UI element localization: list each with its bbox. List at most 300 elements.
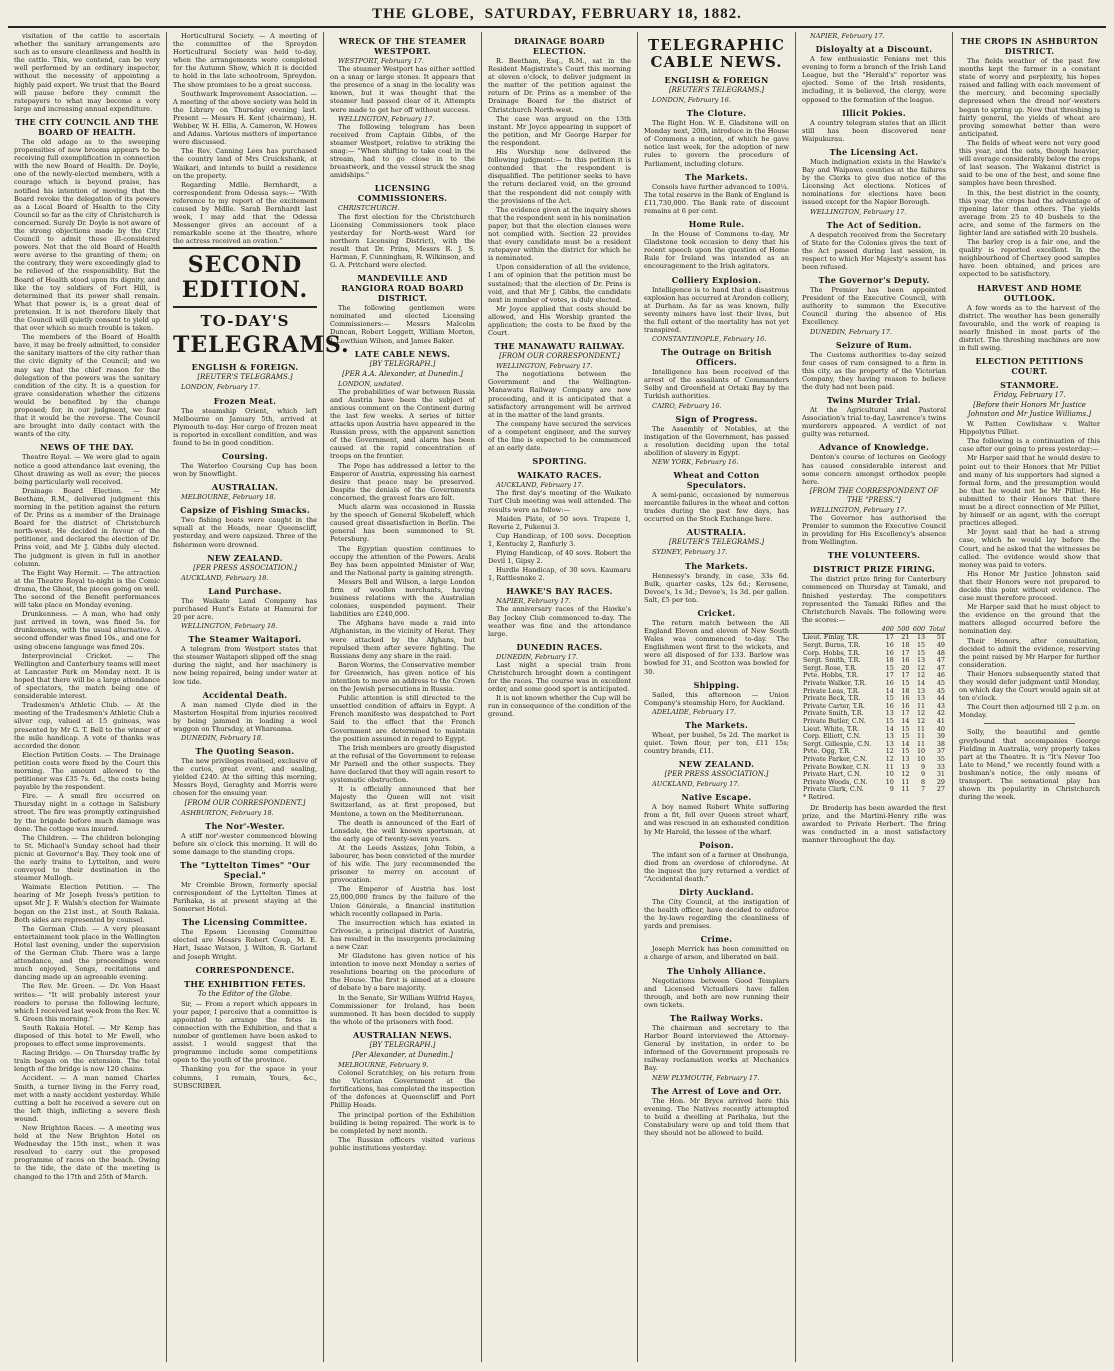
article-paragraph: Accident. — A man named Charles Smith, a turner living in the Ferry road, met with a nasty accident yesterday. While cutting a belt he received a severe cut on the left thigh, inflicting a severe flesh wound.: [14, 1074, 160, 1123]
section-heading: Poison.: [699, 839, 734, 850]
article-paragraph: The steamer Westport has either settled on a snag or large stones. It appears that the presence of a snag in the locality was known, but it was thought that the steamer had passed clear of it. Attempts were made to get her off without success.: [330, 65, 475, 114]
section-heading: THE VOLUNTEERS.: [827, 550, 921, 561]
column-rule: [173, 306, 317, 308]
article-paragraph: Tradesmen's Athletic Club. — At the meeting of the Tradesmen's Athletic Club a silver cup, valued at 15 guineas, was presented by Mr G. T. Bell to the winner of the mile handicap. A vote of thanks was accorded the donor.: [14, 701, 160, 750]
article-paragraph: The following is a continuation of this case after our going to press yesterday:—: [959, 437, 1100, 454]
article-paragraph: Racing Bridge. — On Thursday traffic by train began on the extension. The total length of the bridge is now 120 chains.: [14, 1049, 160, 1074]
article-paragraph: Mr Gladstone has given notice of his intention to move next Monday a series of resolutions bearing on the procedure of the House. The first is aimed at a closure of debate by a bare majority.: [330, 952, 475, 993]
table-cell: 11: [885, 762, 894, 771]
article-paragraph: The Epsom Licensing Committee elected are Messrs Robert Coup, M. E. Hart, Isaac Watson, J. Wilton, R. Garland and Joseph Wright.: [173, 928, 317, 961]
dateline: AUCKLAND, February 17.: [496, 481, 584, 490]
article-paragraph: Interprovincial Cricket. — The Wellington and Canterbury teams will meet at Lancaster Park on Monday next. It is hoped that there will be a large attendance of spectators, the match being one of considerable interest.: [14, 651, 160, 701]
section-heading: The Licensing Act.: [829, 146, 919, 157]
article-paragraph: Drunkenness. — A man, who had only just arrived in town, was fined 5s. for drunkenness, with the usual alternative. A second offender was fined 10s., and one for using obscene language was fined 20s.: [14, 610, 160, 651]
table-cell: 12: [916, 663, 926, 672]
banner-heading: SECOND EDITION.: [181, 252, 309, 304]
section-subheading: [Per Alexander, at Dunedin.]: [352, 1050, 453, 1059]
dateline: NEW PLYMOUTH, February 17.: [652, 1073, 760, 1082]
section-heading: The Licensing Committee.: [182, 917, 308, 928]
article-paragraph: The steamship Orient, which left Melbourne on January 5th, arrived at Plymouth to-day. Her cargo of frozen meat is reported in excellent condition, and was found to be in good condition.: [173, 406, 317, 447]
section-heading: The Railway Works.: [669, 1012, 764, 1023]
table-cell: 33: [936, 762, 945, 771]
article-paragraph: Fire. — A small fire occurred on Thursday night in a cottage in Salisbury street. The fire was promptly extinguished by the brigade before much damage was done. The cottage was insured.: [14, 792, 160, 833]
section-heading: DRAINAGE BOARD ELECTION.: [514, 36, 605, 56]
dateline: WELLINGTON, February 17.: [810, 505, 907, 514]
article-paragraph: Their Honors, after consultation, decided to admit the evidence, reserving the point raised by Mr Harper for further consideration.: [959, 636, 1100, 669]
dateline: LONDON, undated.: [338, 379, 404, 388]
table-cell: 10: [916, 747, 926, 756]
table-cell: Lieut. Finlay, T.R.: [803, 633, 860, 642]
section-heading: Seizure of Rum.: [835, 339, 913, 350]
section-heading: AUSTRALIAN.: [211, 482, 279, 493]
section-heading: Shipping.: [693, 679, 740, 690]
table-cell: 44: [936, 694, 945, 703]
table-cell: 11: [916, 732, 926, 741]
article-paragraph: The return match between the All England Eleven and eleven of New South Wales was commenced to-day. The Englishmen went first to the wickets, and were all disposed of for 133. Barlow was bowled for 31, and Scotton was bowled for 30.: [644, 618, 789, 676]
section-heading: The Outrage on British Officers.: [661, 347, 772, 368]
article-paragraph: The following telegram has been received from Captain Gibbs, of the steamer Westport, relative to striking the snag:— "When shifting to take coal in the stream, had to go close in to the breastwork, and the vessel struck the snag amidships.": [330, 122, 475, 180]
dateline: AUCKLAND, February 18.: [181, 573, 269, 582]
article-paragraph: Southwark Improvement Association. — A meeting of the above society was held in the Library on Thursday evening last. Present — Messrs H. Kent (chairman), H. Webber, W. H. Ellis, A. Cameron, W. Howes and Adams. Various matters of importance were discussed.: [173, 89, 317, 147]
article-paragraph: Their Honors subsequently stated that they would defer judgment until Monday, on which day the Court would again sit at ten o'clock.: [959, 669, 1100, 703]
article-paragraph: The Waterloo Coursing Cup has been won by Snowflight.: [173, 462, 317, 479]
table-cell: 12: [901, 770, 910, 779]
table-cell: 11: [916, 739, 926, 748]
article-paragraph: The Irish members are greatly disgusted at the refusal of the Government to release Mr Parnell and the other suspects. They have declared that they will again resort to systematic obstruction.: [330, 743, 475, 785]
table-cell: Private Clark, C.N.: [803, 785, 864, 794]
article-paragraph: Consols have further advanced to 100¼. The total reserve in the Bank of England is £11,730,000. The Bank rate of discount remains at 6 per cent.: [644, 182, 789, 215]
table-cell: 18: [901, 686, 910, 695]
section-heading: The Cloture.: [686, 108, 747, 119]
section-heading: ENGLISH & FOREIGN.: [191, 362, 299, 373]
section-subheading: [PER PRESS ASSOCIATION.]: [664, 770, 769, 779]
table-cell: 14: [901, 739, 910, 748]
table-cell: 15: [901, 747, 910, 756]
article-paragraph: The Hon. Mr Bryce arrived here this evening. The Natives recently attempted to build a dwelling at Parihaka, but the Constabulary were up and told them that they should not be allowed to build.: [644, 1096, 789, 1137]
table-cell: 15: [901, 732, 910, 741]
table-header-cell: Total: [926, 626, 946, 634]
table-cell: 15: [901, 679, 910, 688]
section-heading: THE EXHIBITION FETES.: [184, 978, 306, 989]
table-cell: Private Hart, C.N.: [803, 770, 862, 779]
section-subheading: [FROM THE CORRESPONDENT OF THE "PRESS."]: [809, 486, 939, 504]
dateline: ASHBURTON, February 18.: [181, 808, 274, 817]
section-heading: SPORTING.: [532, 456, 587, 467]
table-cell: 27: [936, 785, 945, 794]
table-cell: 18: [885, 656, 894, 665]
table-cell: 16: [885, 679, 894, 688]
article-paragraph: Mr Crombie Brown, formerly special correspondent of the Lyttelton Times at Parihaka, is at present staying at the Somerset Hotel.: [173, 880, 317, 914]
table-cell: 17: [901, 671, 910, 680]
article-paragraph: The Egyptian question continues to occupy the attention of the Powers. Arabi Bey has been appointed Minister of War, and the National party is gaining strength.: [330, 544, 475, 577]
dateline: CONSTANTINOPLE, February 16.: [652, 335, 767, 344]
section-subheading: [BY TELEGRAPH.]: [369, 1040, 436, 1049]
dateline: NAPIER, February 17.: [496, 597, 571, 606]
section-heading: NEW ZEALAND.: [207, 552, 283, 563]
table-cell: Private Woods, C.N.: [803, 777, 868, 786]
article-paragraph: A stiff nor'-wester commenced blowing before six o'clock this morning. It will do some damage to the standing crops.: [173, 831, 317, 856]
article-paragraph: A boy named Robert White suffering from a fit, fell over Queen street wharf, and was rescued in an exhausted condition by Mr Harold, the lessee of the wharf.: [644, 803, 789, 836]
column-3: [324, 32, 482, 1362]
table-cell: 12: [885, 747, 894, 756]
section-heading: ELECTION PETITIONS COURT.: [975, 356, 1084, 377]
article-paragraph: Drainage Board Election. — Mr Beetham, R.M., delivered judgment this morning in the petition against the return of Dr. Prins as a member of the Drainage Board for the district of Christchurch north-west. He decided in favour of the petitioner, and declared the election of Dr. Prins void, and Mr J. Gibbs duly elected. The judgment is given in full in another column.: [14, 486, 160, 568]
table-cell: 16: [901, 701, 910, 710]
article-paragraph: Much alarm was occasioned in Russia by the speech of General Skobeleff, which caused great dissatisfaction in Berlin. The general has been summoned to St. Petersburg.: [330, 503, 475, 544]
table-cell: 15: [916, 641, 926, 650]
article-paragraph: The Customs authorities to-day seized four cases of rum consigned to a firm in this city, as the property of the Victorian Company, they having reason to believe the duty had not been paid.: [802, 350, 946, 391]
article-paragraph: Mr Joynt said that he had a strong case, which he would lay before the Court, and he asked that the witnesses be called. The evidence would show that money was paid to voters.: [959, 528, 1100, 569]
table-cell: Private Beck, T.R.: [803, 694, 861, 703]
article-paragraph: The fields of wheat were not very good this year, and the oats, though heavier, will average considerably below the crops of last season. The Wakanui district is said to be one of the best, and some fine samples have been threshed.: [959, 138, 1100, 188]
table-cell: 13: [885, 732, 894, 741]
table-cell: 18: [901, 641, 910, 650]
table-cell: 41: [936, 717, 945, 725]
article-paragraph: The first election for the Christchurch Licensing Commissioners took place yesterday for North-west Ward (or northern Licensing District), with the result that Dr. Prins, Messrs R. J. S. Harman, F. Cunningham, R. Wilkinson, and G. A. Pritchard were elected.: [330, 212, 475, 270]
article-paragraph: The Children. — The children belonging to St. Michael's Sunday school had their picnic at Governor's Bay. They took one of the early trains to Lyttelton, and were conveyed to their destination in the steamer Mullogh.: [14, 833, 160, 883]
dateline: WELLINGTON, February 17.: [810, 207, 907, 216]
column-7: [953, 32, 1106, 1362]
section-heading: ENGLISH & FOREIGN: [664, 75, 769, 85]
table-cell: 16: [885, 641, 894, 650]
table-cell: 16: [885, 648, 894, 657]
banner-heading: TELEGRAPHIC CABLE NEWS.: [648, 36, 785, 71]
article-paragraph: Flying Handicap, of 40 sovs. Robert the Devil 1, Gipsy 2.: [488, 548, 631, 566]
dateline: MELBOURNE, February 9.: [338, 1060, 429, 1069]
section-heading: The Markets.: [684, 171, 749, 182]
table-cell: 10: [885, 777, 894, 786]
article-paragraph: Denton's course of lectures on Geology has caused considerable interest and some concern amongst orthodox people here.: [802, 453, 946, 486]
table-cell: 20: [901, 663, 910, 672]
table-cell: 11: [901, 777, 910, 786]
article-paragraph: A man named Clyde died in the Masterton Hospital from injuries received by being jammed in loading a wool waggon on Thursday, at Whareama.: [173, 700, 317, 733]
banner-heading: TO-DAY'S: [200, 312, 290, 331]
section-heading: STANMORE.: [1000, 380, 1059, 391]
table-cell: 8: [921, 777, 926, 786]
section-heading: Disloyalty at a Discount.: [815, 44, 933, 55]
section-heading: The Arrest of Love and Orr.: [651, 1085, 782, 1096]
section-heading: LICENSING COMMISSIONERS.: [357, 183, 448, 204]
table-cell: 9: [921, 770, 926, 779]
article-paragraph: visitation of the cattle to ascertain whether the sanitary arrangements are such as to ensure cleanliness and health in the cattle. This, we contend, can be very well performed by an ordinary inspector, without the necessity of appointing a highly paid expert. We trust that the Board will pause before they commit the ratepayers to what may become a very large and increasing annual expenditure.: [14, 32, 160, 113]
section-heading: DUNEDIN RACES.: [516, 641, 603, 652]
section-heading: WAIKATO RACES.: [517, 470, 602, 481]
dateline: DUNEDIN, February 18.: [181, 733, 263, 742]
table-cell: 39: [936, 732, 945, 741]
article-paragraph: Baron Worms, the Conservative member for Greenwich, has given notice of his intention to move an address to the Crown on the Jewish persecutions in Russia.: [330, 660, 475, 694]
article-paragraph: His Worship now delivered the following judgment:— In this petition it is contended that the respondent is disqualified. The petitioner seeks to have the return declared void, on the ground that the respondent did not comply with the provisions of the Act.: [488, 148, 631, 205]
table-cell: 14: [885, 686, 894, 695]
table-cell: 15: [885, 663, 894, 672]
article-paragraph: The chairman and secretary to the Harbor Board interviewed the Attorney-General by invitation, in order to be informed of the Government proposals re railway reclamation works at Mechanics Bay.: [644, 1023, 789, 1073]
section-heading: Frozen Meat.: [213, 395, 277, 406]
article-paragraph: Messrs Bell and Wilson, a large London firm of woollen merchants, having business relations with the Australian colonies, suspended payment. Their liabilities are £240,000.: [330, 577, 475, 619]
table-cell: 17: [901, 648, 910, 657]
article-paragraph: Intelligence has been received of the arrest of the assailants of Commanders Selby and Greenfield at Ortaki Bay by the Turkish authorities.: [644, 368, 789, 401]
article-paragraph: The Right Hon. W. E. Gladstone will on Monday next, 20th, introduce in the House of Commons a motion, of which he gave notice last week, for the adoption of new rules to govern the procedure of Parliament, including cloture.: [644, 119, 789, 168]
article-paragraph: Solly, the beautiful and gentle greyhound that accompanies George Fielding in Australia, very properly takes part at the Theatre. It is "It's Never Too Late to Mend," we recently found with a bushman's notice, the only means of transport. The sensational play has shown its popularity in Christchurch during the week.: [959, 728, 1100, 802]
article-paragraph: The Governor has authorised the Premier to summon the Executive Council in providing for His Excellency's absence from Wellington.: [802, 513, 946, 547]
dateline: DUNEDIN, February 17.: [810, 327, 892, 336]
masthead-title: THE GLOBE,: [372, 6, 475, 22]
section-subheading: [Before their Honors Mr Justice Johnston and Mr Justice Williams.]: [967, 401, 1092, 419]
table-cell: 17: [885, 633, 894, 642]
article-paragraph: In this, the best district in the county, this year, the crops had the advantage of ripening later than others. The yields average from 25 to 40 bushels to the acre, and some of the farmers on the lighter land are satisfied with 20 bushels.: [959, 188, 1100, 237]
section-heading: Colliery Explosion.: [671, 274, 762, 285]
article-paragraph: A despatch received from the Secretary of State for the Colonies gives the text of the Act passed during last session, in respect to which Her Majesty's assent has been refused.: [802, 230, 946, 271]
table-cell: 13: [916, 694, 926, 703]
section-heading: The "Lyttelton Times" "Our Special.": [180, 859, 310, 880]
article-paragraph: In the Senate, Sir William Wilfrid Hayes, Commissioner for Ireland, has been summoned. It has been decided to supply the whole of the prisoners with food.: [330, 993, 475, 1026]
article-paragraph: Colonel Scratchley, on his return from the Victorian Government at the fortifications, has completed the inspection of the defences at Queenscliff and Port Phillip Heads.: [330, 1069, 475, 1110]
article-paragraph: The insurrection which has existed in Crivoscie, a principal district of Austria, has resulted in the insurgents proclaiming a new Czar.: [330, 918, 475, 951]
article-paragraph: W. Patten Cowlishaw v. Walter Hippolytus Pilliet.: [959, 420, 1100, 437]
table-cell: Private Bowker, C.N.: [803, 762, 871, 771]
section-heading: The Markets.: [684, 719, 749, 730]
table-cell: Sergt. Gillespie, C.N.: [803, 739, 872, 748]
table-cell: 48: [936, 648, 945, 657]
article-paragraph: Upon consideration of all the evidence, I am of opinion that the petition must be sustained; that the election of Dr. Prins is void, and that Mr J. Gibbs, the candidate next in number of votes, is duly elected.: [488, 263, 631, 304]
article-paragraph: Cup Handicap, of 100 sovs. Deception 1, Kentucky 2, Ranfurly 3.: [488, 531, 631, 548]
article-paragraph: Last night a special train from Christchurch brought down a contingent for the races. The course was in excellent order, and some good sport is anticipated.: [488, 660, 631, 694]
article-paragraph: At the Agricultural and Pastoral Association's trial to-day, Lawrence's twins murderers appeared. A verdict of not guilty was returned.: [802, 406, 946, 439]
article-paragraph: Wheat, per bushel, 5s 2d. The market is quiet. Town flour, per ton, £11 15s; country brands, £11.: [644, 730, 789, 756]
article-paragraph: R. Beetham, Esq., R.M., sat in the Resident Magistrate's Court this morning at eleven o'clock, to deliver judgment in the matter of the petition against the return of Dr. Prins as a member of the Drainage Board for the district of Christchurch North-west.: [488, 57, 631, 114]
table-cell: 13: [901, 754, 910, 763]
section-subheading: [PER PRESS ASSOCIATION.]: [193, 563, 297, 572]
article-paragraph: The Emperor of Austria has lost 25,000,000 francs by the failure of the Union Générale, a financial institution which recently collapsed in Paris.: [330, 885, 475, 918]
article-paragraph: The Russian officers visited various public institutions yesterday.: [330, 1135, 475, 1152]
table-cell: 13: [885, 739, 894, 748]
table-cell: 12: [916, 709, 926, 718]
article-paragraph: The infant son of a farmer at Onehunga, died from an overdose of chlorodyne. At the inquest the jury returned a verdict of "Accidental death.": [644, 850, 789, 883]
dateline: DUNEDIN, February 17.: [496, 652, 578, 661]
section-heading: The Quoting Season.: [195, 746, 295, 757]
masthead-rule: [8, 26, 1106, 28]
article-paragraph: Public attention is still directed to the unsettled condition of affairs in Egypt. A French manifesto was despatched to Port Said to the effect that the French Government are determined to maintain the position assumed in regard to Egypt.: [330, 694, 475, 743]
section-heading: Native Escape.: [681, 792, 752, 803]
column-6: [796, 32, 953, 1362]
dateline: SYDNEY, February 17.: [652, 548, 728, 557]
dateline: LONDON, February 17.: [181, 383, 260, 392]
table-cell: 11: [916, 724, 926, 733]
article-paragraph: Maiden Plate, of 50 sovs. Trapeze 1, Reverie 2, Pukenui 3.: [488, 514, 631, 531]
table-cell: 17: [885, 671, 894, 680]
table-cell: 12: [916, 671, 926, 680]
section-heading: CORRESPONDENCE.: [195, 964, 295, 975]
article-paragraph: Joseph Merrick has been committed on a charge of arson, and liberated on bail.: [644, 945, 789, 962]
article-paragraph: The negotiations between the Government and the Wellington-Manawatu Railway Company are now proceeding, and it is anticipated that a satisfactory arrangement will be arrived at in the matter of the land grants.: [488, 370, 631, 419]
article-paragraph: The members of the Board of Health have, it may be freely admitted, to consider the sanitary matters of the city rather than the civic dignity of the Council; and we may say that the chief reason for the delegation of the powers was the sanitary condition of the city. It is a question for grave consideration whether the citizens would be benefited by the change proposed; for, in our judgment, we fear that it would be the reverse. The Council are brought into daily contact with the wants of the city.: [14, 333, 160, 439]
table-cell: 15: [885, 717, 894, 725]
section-heading: Advance of Knowledge.: [818, 442, 930, 453]
article-paragraph: Much indignation exists in the Hawke's Bay and Waipawa counties at the failures by the Clerks to give due notice of the Licensing Act elections. Notices of nominations for elections have been issued except for the Napier Borough.: [802, 157, 946, 207]
columns: [8, 32, 1106, 1362]
article-paragraph: A few enthusiastic Fenians met this evening to form a branch of the Irish Land League, but the "Herald's" reporter was ejected. Some of the Irish residents, including, it is believed, the clergy, were opposed to the formation of the league.: [802, 55, 946, 104]
prize-firing-scores-table: [802, 626, 946, 802]
section-heading: Wheat and Cotton Speculators.: [673, 470, 760, 491]
section-heading: Home Rule.: [688, 219, 745, 230]
section-heading: The Markets.: [684, 560, 749, 571]
table-cell: 11: [901, 785, 910, 794]
table-cell: 9: [889, 785, 894, 794]
table-cell: Private Smith, T.R.: [803, 709, 864, 718]
table-cell: 47: [936, 656, 945, 665]
banner-heading: TELEGRAMS.: [173, 332, 350, 359]
article-paragraph: The new privileges realised, exclusive of the curios, great event, and sealing, yielded £240. At the sitting this morning, Messrs Boyd, Geraghty and Morris were chosen for the ensuing year.: [173, 757, 317, 798]
table-cell: 29: [936, 777, 945, 786]
section-heading: MANDEVILLE AND RANGIORA ROAD BOARD DISTRICT.: [341, 273, 464, 304]
table-header-cell: 600: [910, 626, 926, 634]
table-cell: Corp. Hobbs, T.R.: [803, 648, 861, 657]
table-cell: 15: [916, 648, 926, 657]
table-cell: Sergt. Rose, T.R.: [803, 663, 857, 672]
section-heading: Accidental Death.: [202, 689, 288, 700]
article-paragraph: The evidence given at the inquiry shows that the respondent sent in his nomination paper, but that the election clauses were not complied with. Section 22 provides that every candidate must be a resident ratepayer within the district for which he is nominated.: [488, 205, 631, 263]
article-paragraph: A country telegram states that an illicit still has been discovered near Waipukurau.: [802, 118, 946, 143]
table-cell: Pvte. Ogg, T.R.: [803, 747, 852, 756]
column-1: [8, 32, 167, 1362]
article-paragraph: It is not known whether the Cup will be run in consequence of the condition of the ground.: [488, 694, 631, 719]
section-heading: THE CROPS IN ASHBURTON DISTRICT.: [960, 36, 1099, 56]
table-cell: 10: [916, 754, 926, 763]
table-cell: 9: [921, 762, 926, 771]
table-cell: 17: [901, 709, 910, 718]
table-cell: Private Butler, C.N.: [803, 717, 866, 725]
dateline: WELLINGTON, February 17.: [496, 362, 593, 371]
table-cell: 16: [901, 656, 910, 665]
divider: [984, 723, 1075, 724]
section-heading: The Steamer Waitapori.: [188, 634, 302, 645]
section-heading: WRECK OF THE STEAMER WESTPORT.: [338, 36, 467, 56]
article-paragraph: Regarding Mdlle. Bernhardt, a correspondent from Odessa says:— "With reference to my report of the excitement caused by Mdlle. Sarah Bernhardt last week, I may add that the Odessa Messenger gives an account of a remarkable scene at the theatre, where the actress received an ovation.": [173, 180, 317, 246]
table-cell: Private Leas, T.R.: [803, 686, 860, 695]
section-subheading: To the Editor of the Globe.: [197, 989, 293, 998]
section-heading: AUSTRALIAN NEWS.: [353, 1029, 452, 1040]
article-paragraph: Dr. Broderip has been awarded the first prize, and the Martini-Henry rifle was awarded to Private Herbert. The firing was conducted in a most satisfactory manner throughout the day.: [802, 803, 946, 844]
article-paragraph: The following gentlemen were nominated and elected Licensing Commissioners:— Messrs Malcolm Duncan, Robert Leggett, William Morton, J. Lowthian Wilson, and James Baker.: [330, 304, 475, 345]
table-cell: 16: [901, 694, 910, 703]
article-paragraph: Mr Joyce applied that costs should be allowed, and His Worship granted the application; the costs to be fixed by the Court.: [488, 304, 631, 338]
article-paragraph: The anniversary races of the Hawke's Bay Jockey Club commenced to-day. The weather was fine and the attendance large.: [488, 605, 631, 638]
article-paragraph: The barley crop is a fair one, and the quality is reported excellent. In the neighbourhood of Chertsey good samples have been obtained, and prices are expected to be satisfactory.: [959, 238, 1100, 279]
article-paragraph: Mr Harper said that he would desire to point out to their Honors that Mr Pilliet and many of his supporters had signed a formal form, and the presumption would be that he would not be Mr Pilliet. He submitted to their Honors that there must be a direct connection of Mr Pilliet, by himself or an agent, with the corrupt practices alleged.: [959, 454, 1100, 528]
table-cell: Pvte. Hobbs, T.R.: [803, 671, 859, 680]
article-paragraph: Mr Harper said that he must object to the evidence on the ground that the matters alleged occurred before the nomination day.: [959, 603, 1100, 636]
article-paragraph: The old adage as to the sweeping propensities of new brooms appears to be receiving full exemplification in connection with the new Board of Health. Dr. Doyle, one of the newly-elected members, with a courage which is beyond praise, has notified his intention of moving that the Board revoke the delegation of its powers as a Local Board of Health to the City Council so far as the city of Christchurch is concerned. Surely Dr. Doyle is not aware of the strong objections made by the City Council to admit those ill-considered powers. Not that the old Board of Health were averse to the granting of them; on the contrary, they were exceedingly glad to be relieved of the responsibility. But the Board of Health stood upon its dignity, and like the toy soldiers of Fort Hill, is determined that its power shall remain. What that power is, is a great deal of pretension. It is not therefore likely that the Council will quietly consent to yield up that over which so much trouble is taken.: [14, 137, 160, 333]
masthead: [8, 6, 1106, 24]
table-cell: 15: [901, 724, 910, 733]
table-cell: Sergt. Smith, T.R.: [803, 656, 861, 665]
article-paragraph: The death is announced of the Earl of Lonsdale, the well known sportsman, at the early age of twenty-seven years.: [330, 818, 475, 843]
article-paragraph: The Waikato Land Company has purchased Hunt's Estate at Hamurai for 20 per acre.: [173, 596, 317, 621]
section-heading: AUSTRALIA.: [686, 527, 747, 538]
masthead-date: SATURDAY, FEBRUARY 18, 1882.: [484, 6, 742, 22]
section-subheading: [FROM OUR CORRESPONDENT.]: [184, 798, 306, 807]
table-cell: 45: [936, 686, 945, 695]
table-cell: 12: [885, 754, 894, 763]
section-heading: THE CITY COUNCIL AND THE BOARD OF HEALTH.: [15, 116, 159, 137]
article-paragraph: New Brighton Races. — A meeting was held at the New Brighton Hotel on Wednesday the 15th inst., when it was resolved to carry out the proposed programme of races on the beach. Owing to the tide, the date of the meeting is changed to the 17th and 25th of March.: [14, 1124, 160, 1181]
table-cell: 14: [916, 679, 926, 688]
article-paragraph: Sailed, this afternoon — Union Company's steamship Hero, for Auckland.: [644, 690, 789, 707]
table-cell: 10: [885, 770, 894, 779]
section-subheading: [BY TELEGRAPH.]: [369, 359, 436, 368]
dateline: LONDON, February 16.: [652, 96, 731, 104]
column-2: [167, 32, 350, 1362]
section-heading: Cricket.: [697, 607, 736, 618]
section-subheading: Friday, February 17.: [993, 391, 1066, 400]
article-paragraph: Thanking you for the space in your columns, I remain, Yours, &c., SUBSCRIBER.: [173, 1065, 317, 1090]
table-cell: 43: [936, 701, 945, 710]
article-paragraph: Sir, — From a report which appears in your paper, I perceive that a committee is appointed to arrange the fetes in connection with the Exhibition, and that a number of gentlemen have been asked to assist. I would suggest that the programme include some competitions open to the youth of the province.: [173, 999, 317, 1065]
article-paragraph: It is officially announced that her Majesty the Queen will not visit Switzerland, as at first proposed, but Mentone, a town on the Mediterranean.: [330, 785, 475, 818]
section-heading: Coursing.: [221, 451, 269, 461]
article-paragraph: In the House of Commons to-day, Mr Gladstone took occasion to deny that his recent speech upon the question of Home Rule for Ireland was intended as an encouragement to the Irish agitators.: [644, 230, 789, 271]
section-heading: THE MANAWATU RAILWAY.: [494, 341, 625, 352]
table-cell: 45: [936, 679, 945, 688]
table-cell: Private Carter, T.R.: [803, 701, 865, 710]
table-cell: 14: [901, 717, 910, 725]
table-cell: 40: [936, 724, 945, 733]
article-paragraph: A semi-panic, occasioned by numerous mercantile failures in the wheat and cotton trades during the past few days, has occurred on the Stock Exchange here.: [644, 491, 789, 524]
article-paragraph: The City Council, at the instigation of the health officer, have decided to enforce the by-laws regarding the cleanliness of yards and premises.: [644, 898, 789, 931]
section-heading: The Act of Sedition.: [826, 219, 922, 230]
table-cell: Corp. Elliott, C.N.: [803, 732, 861, 741]
column-rule: [173, 247, 317, 249]
article-paragraph: The first day's meeting of the Waikato Turf Club meeting was well attended. The results were as follow:—: [488, 489, 631, 514]
article-paragraph: The Rev. Canning Lees has purchased the country land of Mrs Cruickshank, at Waikari, and intends to build a residence on the property.: [173, 147, 317, 180]
table-cell: 13: [885, 709, 894, 718]
article-paragraph: The Afghans have made a raid into Afghanistan, in the vicinity of Herat. They were attacked by the Afghans, but repulsed them after severe fighting. The Russians deny any share in the raid.: [330, 619, 475, 660]
section-heading: Illicit Pokies.: [842, 107, 906, 118]
table-cell: 13: [901, 762, 910, 771]
article-paragraph: Theatre Royal. — We were glad to again notice a good attendance last evening, the Ghost drawing as well as ever; the pieces being particularly well received.: [14, 453, 160, 486]
table-header-cell: 400: [879, 626, 895, 634]
table-cell: 51: [936, 633, 945, 642]
dateline: NEW YORK, February 16.: [652, 458, 739, 466]
dateline: ADELAIDE, February 17.: [652, 707, 737, 716]
dateline: NAPIER, February 17.: [810, 32, 885, 40]
table-cell: 42: [936, 709, 945, 718]
table-cell: 16: [885, 701, 894, 710]
column-5: [638, 32, 796, 1362]
section-heading: HARVEST AND HOME OUTLOOK.: [977, 282, 1082, 303]
table-cell: Private Walker, T.R.: [803, 679, 867, 688]
article-paragraph: Horticultural Society. — A meeting of the committee of the Spreydon Horticultural Society was held to-day, when the arrangements were completed for the Autumn Show, which it is decided to hold in the late schoolroom, Spreydon. The show promises to be a great success.: [173, 32, 317, 89]
section-heading: Capsize of Fishing Smacks.: [180, 505, 310, 516]
section-heading: Crime.: [700, 934, 733, 945]
article-paragraph: South Rakaia Hotel. — Mr Kemp has disposed of this hotel to Mr Ewell, who proposes to effect some improvements.: [14, 1023, 160, 1049]
section-heading: Sign of Progress.: [675, 413, 758, 424]
table-cell: 13: [916, 656, 926, 665]
article-paragraph: The principal portion of the Exhibition building is being repaired. The work is to be completed by next month.: [330, 1110, 475, 1135]
table-cell: 12: [916, 717, 926, 725]
dateline: CHRISTCHURCH.: [338, 204, 400, 213]
article-paragraph: The Pope has addressed a letter to the Emperor of Austria, expressing his earnest desire that peace may be preserved. Despite the denials of the Governments concerned, the gravest fears are felt.: [330, 461, 475, 502]
section-heading: NEWS OF THE DAY.: [40, 442, 134, 453]
article-paragraph: The case was argued on the 13th instant. Mr Joyce appearing in support of the petition, and Mr George Harper for the respondent.: [488, 114, 631, 147]
table-cell: 38: [936, 739, 945, 748]
article-paragraph: The Rev. Mr. Green. — Dr. Von Haast writes:— "It will probably interest your readers to peruse the following lecture, which I received last week from the Rev. W. S. Green this morning.": [14, 982, 160, 1023]
article-paragraph: Intelligence is to hand that a disastrous explosion has occurred at Arondon colliery, at Durham. As far as was known, fully seventy miners have lost their lives, but the full extent of the mortality has not yet transpired.: [644, 285, 789, 334]
article-paragraph: Hennessy's brandy, in case, 33s 6d. Bulk, quarter casks, 12s 6d.; Kerosene, Devoe's, 1s 3d.; Devoe's, 1s 3d. per gallon. Salt, £5 per ton.: [644, 571, 789, 604]
dateline: CAIRO, February 16.: [652, 401, 722, 410]
table-cell: 15: [885, 694, 894, 703]
article-paragraph: The Eight Way Hermit. — The attraction at the Theatre Royal to-night is the Comic drama, the Ghost, the pieces going on well. The second of the Benefit performances will take place on Monday evening.: [14, 568, 160, 610]
article-paragraph: The probabilities of war between Russia and Austria have been the subject of anxious comment on the Continent during the last few weeks. A series of bitter attacks upon Austria have appeared in the Russian press, with the apparent sanction of the Government, and alarm has been caused at the rapid concentration of troops on the frontier.: [330, 387, 475, 461]
article-paragraph: Negotiations between Good Templars and Licensed Victuallers have fallen through, and both are now running their own tickets.: [644, 976, 789, 1009]
